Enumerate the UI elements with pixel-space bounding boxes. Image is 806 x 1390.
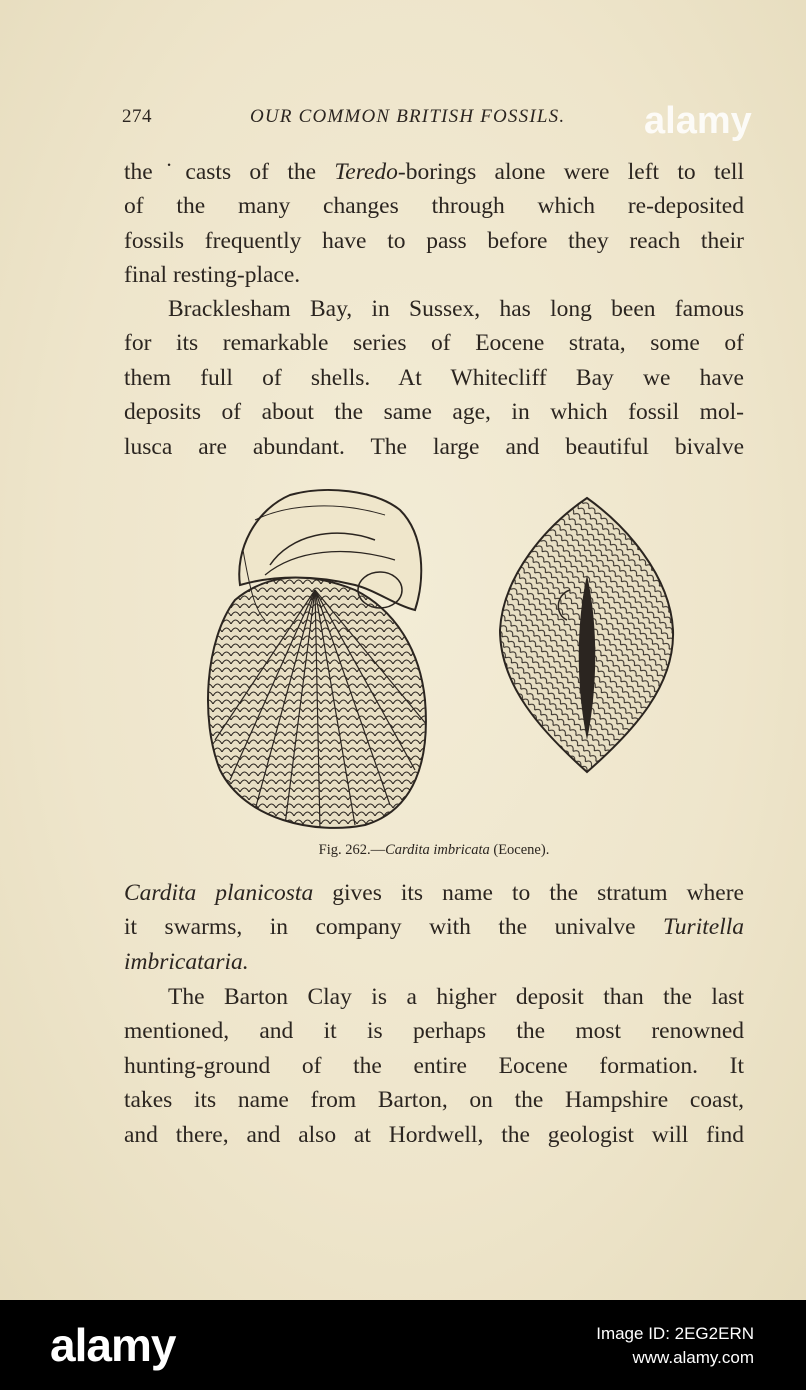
running-head: OUR COMMON BRITISH FOSSILS. — [250, 106, 566, 127]
shell-right-valve — [485, 490, 685, 780]
text-line: takes its name from Barton, on the Hampshire coast, — [124, 1087, 744, 1114]
shell-illustration — [195, 480, 685, 840]
text-line: hunting-ground of the entire Eocene formation. It — [124, 1052, 744, 1079]
shell-left-valve — [195, 490, 455, 840]
text-line: the˙casts of the Teredo-borings alone were left to tell — [124, 159, 744, 185]
text-line: deposits of about the same age, in which fossil mol- — [124, 399, 744, 426]
stock-info — [596, 1322, 754, 1370]
stock-logo: alamy — [50, 1319, 176, 1371]
image-id: Image ID: 2EG2ERN — [596, 1324, 754, 1343]
text-line: mentioned, and it is perhaps the most renowned — [124, 1018, 744, 1045]
text-line: for its remarkable series of Eocene strata, some of — [124, 330, 744, 357]
text-line: imbricataria. — [124, 948, 249, 975]
watermark-logo: alamy — [644, 100, 752, 142]
text-line: them full of shells. At Whitecliff Bay we have — [124, 364, 744, 391]
text-line: fossils frequently have to pass before they reach their — [124, 227, 744, 254]
text-line: final resting-place. — [124, 262, 301, 289]
figure-cardita-shells — [195, 480, 685, 840]
stock-site: www.alamy.com — [632, 1348, 754, 1367]
paragraph-4 — [124, 980, 744, 1152]
text-line: of the many changes through which re-deposited — [124, 193, 744, 220]
page-number: 274 — [122, 106, 152, 127]
text-line: lusca are abundant. The large and beautiful bivalve — [124, 433, 744, 460]
text-line: The Barton Clay is a higher deposit than the last — [168, 984, 744, 1010]
page-header — [122, 106, 628, 136]
text-line: it swarms, in company with the univalve Turitella — [124, 914, 744, 941]
figure-caption: Fig. 262.—Cardita imbricata (Eocene). — [318, 842, 550, 858]
text-line: Cardita planicosta gives its name to the stratum where — [124, 880, 744, 906]
paragraph-1 — [124, 155, 744, 293]
paragraph-3 — [124, 876, 744, 979]
paragraph-2 — [124, 292, 744, 464]
text-line: Bracklesham Bay, in Sussex, has long been famous — [168, 296, 744, 322]
text-line: and there, and also at Hordwell, the geologist will find — [124, 1121, 744, 1148]
